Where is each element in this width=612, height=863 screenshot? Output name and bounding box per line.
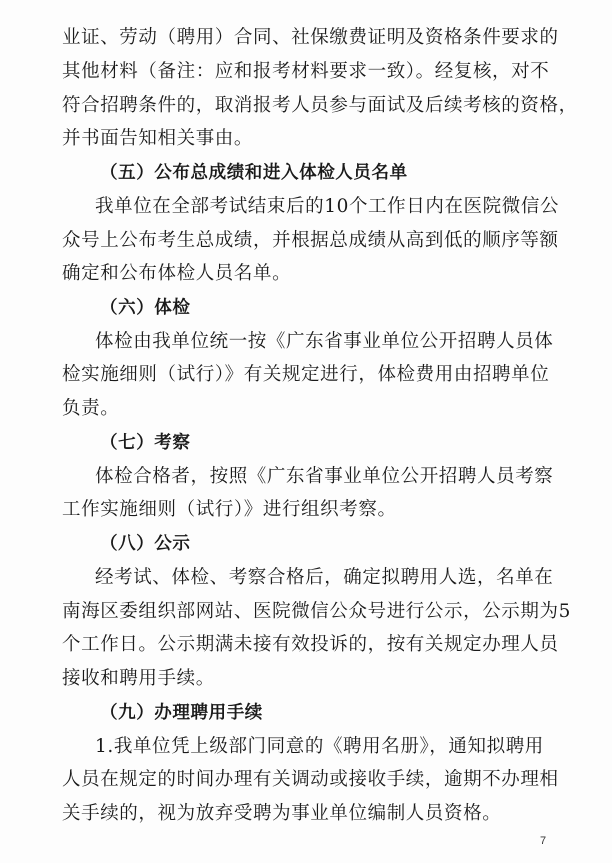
body-text-line: 南海区委组织部网站、医院微信公众号进行公示，公示期为5	[62, 601, 571, 622]
body-text-line: 众号上公布考生总成绩，并根据总成绩从高到低的顺序等额	[62, 230, 559, 251]
body-text-line: 经考试、体检、考察合格后，确定拟聘用人选，名单在	[95, 567, 554, 588]
body-text-line: 体检合格者，按照《广东省事业单位公开招聘人员考察	[95, 466, 554, 487]
body-text-line: 并书面告知相关事由。	[62, 128, 254, 149]
body-text-line: 工作实施细则（试行）》进行组织考察。	[62, 499, 397, 520]
section-heading-7: （七）考察	[100, 433, 191, 453]
body-text-line: 业证、劳动（聘用）合同、社保缴费证明及资格条件要求的	[62, 27, 559, 48]
body-text-line: 检实施细则（试行）》有关规定进行，体检费用由招聘单位	[62, 364, 550, 385]
section-heading-9: （九）办理聘用手续	[100, 703, 263, 723]
body-text-line: 其他材料（备注：应和报考材料要求一致）。经复核，对不	[62, 61, 550, 82]
body-text-line: 人员在规定的时间办理有关调动或接收手续，逾期不办理相	[62, 769, 559, 790]
section-heading-8: （八）公示	[100, 534, 191, 554]
page-number: 7	[540, 835, 547, 847]
body-text-line: 负责。	[62, 398, 120, 419]
body-text-line: 1.我单位凭上级部门同意的《聘用名册》，通知拟聘用	[95, 736, 544, 757]
section-heading-5: （五）公布总成绩和进入体检人员名单	[100, 163, 408, 183]
body-text-line: 关手续的，视为放弃受聘为事业单位编制人员资格。	[62, 803, 502, 824]
body-text-line: 确定和公布体检人员名单。	[62, 263, 292, 284]
body-text-line: 个工作日。公示期满未接有效投诉的，按有关规定办理人员	[62, 634, 559, 655]
body-text-line: 接收和聘用手续。	[62, 668, 215, 689]
section-heading-6: （六）体检	[100, 298, 191, 318]
body-text-line: 我单位在全部考试结束后的10个工作日内在医院微信公	[95, 196, 560, 217]
body-text-line: 体检由我单位统一按《广东省事业单位公开招聘人员体	[95, 331, 554, 352]
body-text-line: 符合招聘条件的，取消报考人员参与面试及后续考核的资格，	[62, 95, 578, 116]
